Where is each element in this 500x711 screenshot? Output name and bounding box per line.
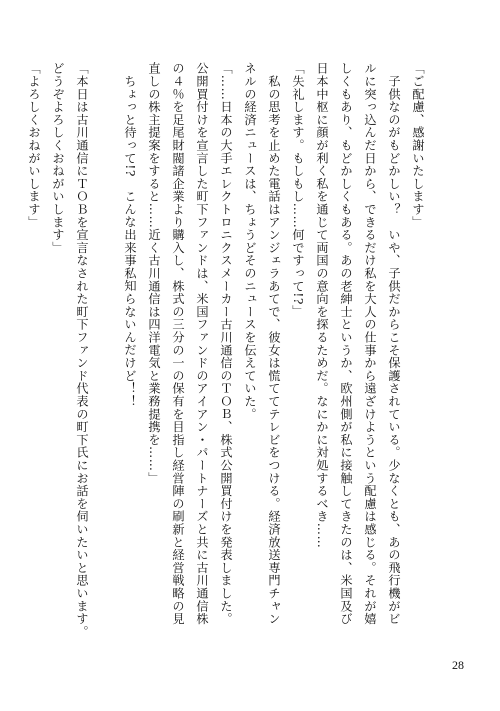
text-line: 「ご配慮、感謝いたします」 [411, 62, 425, 229]
text-line: どうぞよろしくおねがいします」 [51, 62, 65, 254]
text-line: 「本日は古川通信にＴＯＢを宣言なされた町下ファンド代表の町下氏にお話を伺いたいと思います。 [75, 62, 89, 638]
text-line: 「……日本の大手エレクトロニクスメーカー古川通信のＴＯＢ、株式公開買付けを発表しました。 [219, 62, 233, 626]
text-line: 私の思考を止めた電話はアンジェラあてで、彼女は慌ててテレビをつける。経済放送専門チャン [267, 62, 281, 626]
text-line: 「よろしくおねがいします」 [27, 62, 41, 229]
text-line: 子供なのがもどかしい？ いや、子供だからこそ保護されている。少なくとも、あの飛行機がビ [387, 62, 401, 626]
text-line: の４％を足尾財閥諸企業より購入し、株式の三分の一の保有を目指し経営陣の刷新と経営戦略の見 [171, 62, 185, 626]
text-line: 「失礼します。もしもし……何ですって!?」 [291, 62, 305, 318]
page-number: 28 [452, 658, 464, 672]
text-line: ネルの経済ニュースは、ちょうどそのニュースを伝えていた。 [243, 62, 257, 421]
text-line: 公開買付けを宣言した町下ファンドは、米国ファンドのアイアン・パートナーズと共に古川通信株 [195, 62, 209, 626]
text-line: しくもあり、もどかしくもある。あの老紳士というか、欧州側が私に接触してきたのは、米国及び [339, 62, 353, 626]
text-line: 直しの株主提案をすると……近く古川通信は四洋電気と業務提携を……」 [147, 62, 161, 485]
vertical-text-body [22, 62, 430, 638]
text-line: 日本中枢に顔が利く私を通じて両国の意向を探るためだ。なにかに対処するべき…… [315, 62, 329, 549]
text-line: ちょっと待って!? こんな出来事私知らないんだけど！！ [123, 62, 137, 408]
text-line: ルに突っ込んだ日から、できるだけ私を大人の仕事から遠ざけようという配慮は感じる。それが嬉 [363, 62, 377, 626]
paragraph-gap [94, 62, 118, 622]
